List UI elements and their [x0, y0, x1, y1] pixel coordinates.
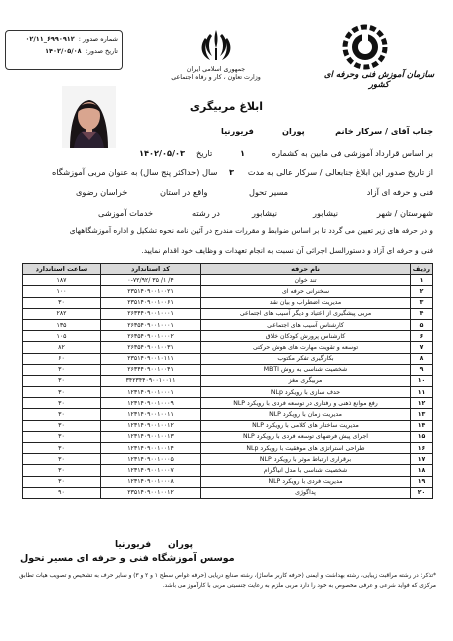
rank-label: در رشته: [192, 208, 220, 218]
standard-code-cell: ۲۳۵۱۴۰۹۰۰۱۰۰۶۱: [101, 297, 201, 308]
assignment-text-2: سال (حداکثر پنج سال) به عنوان مربی آموزشگاه: [52, 167, 218, 177]
standard-hours-cell: ۲۸۲: [23, 308, 101, 319]
table-row: [23, 487, 433, 498]
signer-title: موسس آموزشگاه فنی و حرفه ای مسیر تحول: [20, 553, 235, 564]
standard-hours-cell: ۱۰۵: [23, 331, 101, 342]
header-standard-hours: ساعت استاندارد: [23, 264, 101, 275]
trade-name-cell: مربی پیشگیری از اعتیاد و دیگر آسیب های اجتماعی: [201, 308, 411, 319]
county: نیشابور: [313, 208, 339, 218]
standard-code-cell: ۳۴۲۳۴۴۰۹۰۰۱۰۰۱۱: [101, 375, 201, 386]
trade-name-cell: رفع موانع ذهنی و رفتاری در توسعه فردی با رویکرد NLP: [201, 398, 411, 409]
standard-code-cell: ۱۲۳۱۴۰۹۰۰۱۰۰۱۲: [101, 420, 201, 431]
standard-hours-cell: ۳۰: [23, 454, 101, 465]
row-number-cell: ۱۳: [411, 409, 433, 420]
standard-hours-cell: ۳۰: [23, 431, 101, 442]
institute-name: مسیر تحول: [249, 187, 289, 197]
gov-line-1: جمهوری اسلامی ایران: [186, 66, 246, 73]
table-row: [23, 286, 433, 297]
table-row: [23, 443, 433, 454]
ref-label: شماره صدور :: [78, 35, 118, 43]
table-row: [23, 420, 433, 431]
header-trade-name: نام حرفه: [201, 264, 411, 275]
standard-hours-cell: ۳۰: [23, 420, 101, 431]
row-number-cell: ۱۹: [411, 476, 433, 487]
organization-name: سازمان آموزش فنی وحرفه ای کشور: [323, 70, 435, 90]
trade-name-cell: تند خوان: [201, 275, 411, 286]
trainer-photo: [62, 86, 116, 148]
standard-code-cell: ۱۲۳۱۴۰۹۰۰۱۰۰۱۴: [101, 443, 201, 454]
standard-code-cell: ۲۳۵۱۴۰۹۰۰۱۰۰۲۱: [101, 286, 201, 297]
table-row: [23, 331, 433, 342]
table-row: [23, 375, 433, 386]
trade-name-cell: طراحی استراتژی های موفقیت با رویکرد NLp: [201, 443, 411, 454]
standard-hours-cell: ۳۰: [23, 476, 101, 487]
table-header-row: [23, 264, 433, 275]
standard-code-cell: ۱۲۳۱۴۰۹۰۰۱۰۰۱۱: [101, 409, 201, 420]
standard-hours-cell: ۶۰: [23, 353, 101, 364]
last-name: فریورنیا: [221, 126, 254, 136]
iran-emblem-icon: [196, 26, 236, 66]
table-row: [23, 319, 433, 330]
salutation: جناب آقای / سرکار خانم: [335, 126, 433, 136]
contract-number: ۱: [240, 148, 245, 158]
standard-hours-cell: ۱۸۷: [23, 275, 101, 286]
table-row: [23, 364, 433, 375]
trade-name-cell: شخصیت شناسی با مدل انیاگرام: [201, 465, 411, 476]
standard-code-cell: ۱۲۳۱۴۰۹۰۰۱۰۰۰۹: [101, 398, 201, 409]
contract-date-label: تاریخ: [196, 148, 213, 158]
standard-code-cell: ۲۶۳۵۴۰۹۰۰۱۰۰۳۱: [101, 342, 201, 353]
row-number-cell: ۹: [411, 364, 433, 375]
table-row: [23, 409, 433, 420]
signer-last-name: فریورنیا: [115, 540, 152, 550]
table-row: [23, 454, 433, 465]
standard-hours-cell: ۳۰: [23, 364, 101, 375]
standard-hours-cell: ۳۰: [23, 375, 101, 386]
row-number-cell: ۳: [411, 297, 433, 308]
row-number-cell: ۲۰: [411, 487, 433, 498]
row-number-cell: ۴: [411, 308, 433, 319]
row-number-cell: ۶: [411, 331, 433, 342]
table-row: [23, 308, 433, 319]
trade-name-cell: بکارگیری تفکر مکتوب: [201, 353, 411, 364]
standard-hours-cell: ۳۰: [23, 297, 101, 308]
standard-code-cell: ۱۲۳۱۴۰۹۰۰۱۰۰۰۱: [101, 387, 201, 398]
row-number-cell: ۸: [411, 353, 433, 364]
trade-name-cell: کارشناس آسیب های اجتماعی: [201, 319, 411, 330]
standard-code-cell: ۱۲۳۱۴۰۹۰۰۱۰۰۰۷: [101, 465, 201, 476]
trade-name-cell: شخصیت شناسی به روش MBTI: [201, 364, 411, 375]
standard-code-cell: ۲۶۳۴۴۰۹۰۰۱۰۰۰۱: [101, 308, 201, 319]
first-name: پوران: [282, 126, 305, 136]
row-number-cell: ۱۰: [411, 375, 433, 386]
standard-hours-cell: ۳۰: [23, 443, 101, 454]
row-number-cell: ۲: [411, 286, 433, 297]
gov-line-2: وزارت تعاون ، کار و رفاه اجتماعی: [171, 74, 261, 81]
table-row: [23, 353, 433, 364]
table-row: [23, 275, 433, 286]
standard-code-cell: ۲۳۵۱۴۰۹۰۰۱۰۰۱۲: [101, 487, 201, 498]
standard-code-cell: ۱۲۳۱۴۰۹۰۰۱۰۰۱۳: [101, 431, 201, 442]
table-row: [23, 342, 433, 353]
table-row: [23, 465, 433, 476]
assignment-text: از تاریخ صدور این ابلاغ جنابعالی / سرکار عالی به مدت: [247, 167, 433, 177]
standard-code-cell: ۲۶۳۴۴۰۹۰۰۱۰۰۴۱: [101, 364, 201, 375]
standard-hours-cell: ۳۰: [23, 409, 101, 420]
standard-code-cell: ۲۶۳۵۴۰۹۰۰۱۰۰۰۱: [101, 319, 201, 330]
trades-table: [22, 263, 433, 499]
trade-name-cell: پداگوژی: [201, 487, 411, 498]
table-row: [23, 387, 433, 398]
trade-name-cell: برقراری ارتباط موثر با رویکرد NLP: [201, 454, 411, 465]
trade-name-cell: اجرای پیش فرضهای توسعه فردی با رویکرد NLP: [201, 431, 411, 442]
standard-code-cell: ۰-۷۲/۹۲/ ۳۵ /۱ /۴: [101, 275, 201, 286]
contract-date: ۱۴۰۲/۰۵/۰۳: [139, 148, 185, 158]
trade-name-cell: سخنرانی حرفه ای: [201, 286, 411, 297]
trade-name-cell: توسعه و تقویت مهارت های هوش حرکتی: [201, 342, 411, 353]
province: خراسان رضوی: [76, 187, 128, 197]
trade-name-cell: مربیگری مغز: [201, 375, 411, 386]
header-row-number: ردیف: [411, 264, 433, 275]
ref-value: ۰۲/۱۱_۶۹۹۰۹۱۲: [25, 35, 75, 43]
row-number-cell: ۱: [411, 275, 433, 286]
trade-name-cell: مدیریت فردی با رویکرد NLP: [201, 476, 411, 487]
reference-box: [5, 30, 123, 70]
standard-code-cell: ۲۶۳۵۴۰۹۰۰۱۰۰۰۲: [101, 331, 201, 342]
trade-name-cell: مدیریت اضطراب و بیان نقد: [201, 297, 411, 308]
standard-code-cell: ۲۳۵۱۴۰۹۰۰۱۰۱۱۱: [101, 353, 201, 364]
trade-name-cell: مدیریت ساختار های کلامی با رویکرد NLP: [201, 420, 411, 431]
document-title: ابلاغ مربیگری: [189, 100, 264, 113]
table-row: [23, 431, 433, 442]
header-standard-code: کد استاندارد: [101, 264, 201, 275]
row-number-cell: ۱۷: [411, 454, 433, 465]
row-number-cell: ۱۸: [411, 465, 433, 476]
row-number-cell: ۱۶: [411, 443, 433, 454]
tvto-logo-icon: [342, 24, 388, 70]
date-value: ۱۴۰۲/۰۵/۰۸: [45, 47, 82, 55]
row-number-cell: ۷: [411, 342, 433, 353]
standard-hours-cell: ۳۰: [23, 387, 101, 398]
standard-hours-cell: ۹۰: [23, 487, 101, 498]
field: خدمات آموزشی: [98, 208, 154, 218]
footer-note: *تذکر: در رشته مراقبت زیبایی، رشته بهداشت و ایمنی (حرفه کاربر ماساژ)، رشته صنایع دریایی (حرفه غواص سطح ۱ و ۲ و ۳) و سایر حرف به تشخیص و تصویب هیات تطابق مرکزی که فواید شرعی و عرفی مخصوص به خود را دارد مربی ملزم به رعایت جنسیتی مربی با کارآموز می باشد.: [19, 573, 436, 589]
standard-hours-cell: ۱۳۵: [23, 319, 101, 330]
standard-code-cell: ۱۲۳۱۴۰۹۰۰۱۰۰۰۵: [101, 454, 201, 465]
table-row: [23, 476, 433, 487]
standard-hours-cell: ۱۰۰: [23, 286, 101, 297]
trade-name-cell: کارشناس پرورش کودکان خلاق: [201, 331, 411, 342]
row-number-cell: ۱۲: [411, 398, 433, 409]
date-label: تاریخ صدور:: [85, 47, 118, 55]
trade-name-cell: مدیریت زمان با رویکرد NLP: [201, 409, 411, 420]
paragraph-1: و در حرفه های زیر تعیین می گردد تا بر اساس ضوابط و مقررات مندرج در آئین نامه نحوه تشکیل و اداره آموزشگاههای: [69, 226, 433, 235]
trade-name-cell: حدف سازی با رویکرد NLp: [201, 387, 411, 398]
standard-hours-cell: ۸۲: [23, 342, 101, 353]
table-row: [23, 297, 433, 308]
row-number-cell: ۱۴: [411, 420, 433, 431]
standard-hours-cell: ۳۰: [23, 398, 101, 409]
row-number-cell: ۵: [411, 319, 433, 330]
row-number-cell: ۱۵: [411, 431, 433, 442]
county-label: شهرستان / شهر: [376, 208, 433, 218]
row-number-cell: ۱۱: [411, 387, 433, 398]
paragraph-2: فنی و حرفه ای آزاد و دستورالسل اجرائی آن نسبت به انجام تعهدات و وظایف خود اقدام نمایید.: [141, 246, 433, 255]
signer-first-name: پوران: [168, 540, 193, 550]
table-row: [23, 398, 433, 409]
city: نیشابور: [252, 208, 278, 218]
trade-label: فنی و حرفه ای آزاد: [366, 187, 433, 197]
province-label: واقع در استان: [160, 187, 208, 197]
contract-text: بر اساس قرارداد آموزشی فی مابین به کشماره: [271, 148, 433, 158]
standard-code-cell: ۱۲۳۱۴۰۹۰۰۱۰۰۰۸: [101, 476, 201, 487]
duration: ۳: [229, 167, 234, 177]
government-header: [160, 66, 272, 82]
standard-hours-cell: ۳۰: [23, 465, 101, 476]
